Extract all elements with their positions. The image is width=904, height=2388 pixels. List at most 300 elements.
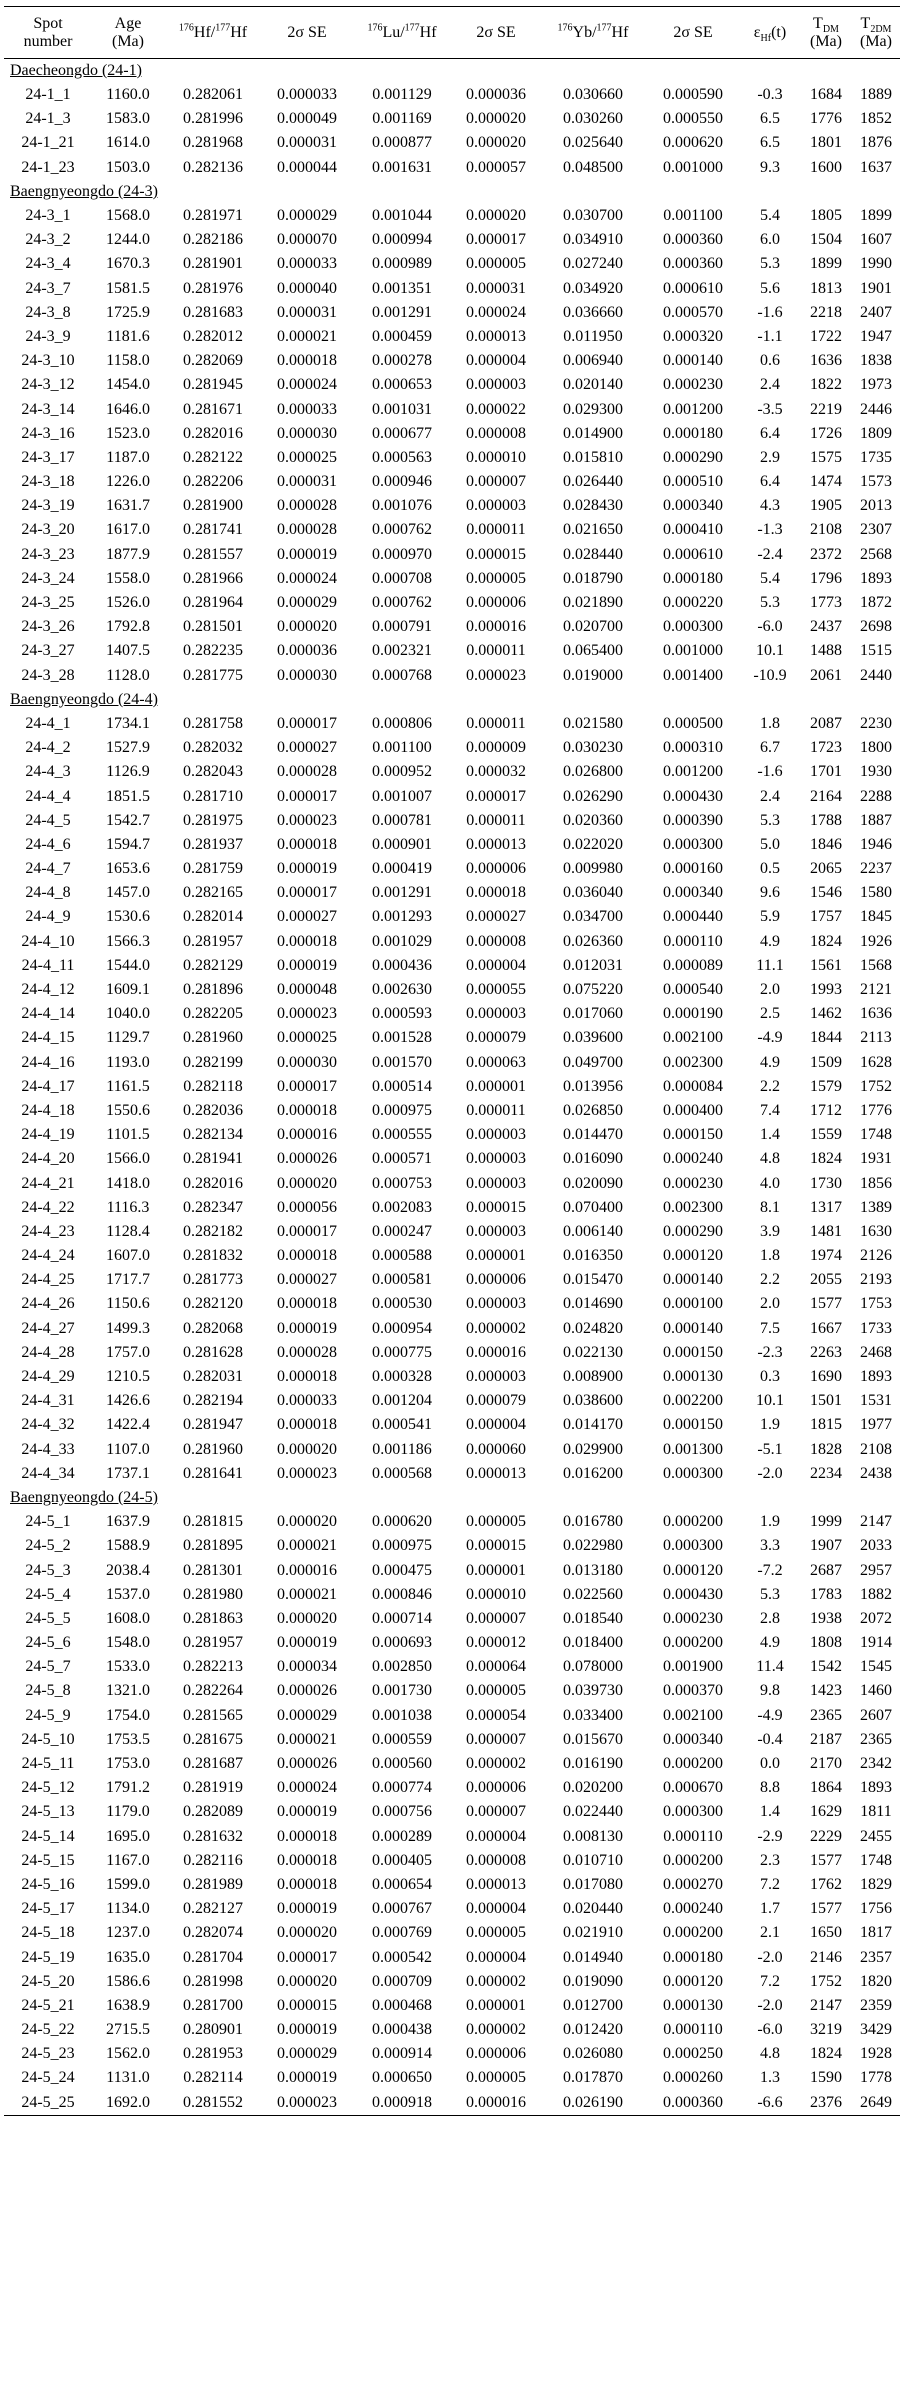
cell-yb-2se: 0.000160 <box>663 860 723 878</box>
cell-hf-ratio: 0.282264 <box>183 1682 243 1700</box>
cell-tdm: 1788 <box>810 811 842 829</box>
cell-lu-ratio: 0.001076 <box>372 497 432 515</box>
cell-hf-ratio: 0.281687 <box>183 1755 243 1773</box>
cell-lu-2se: 0.000004 <box>466 1900 526 1918</box>
cell-lu-2se: 0.000003 <box>466 1368 526 1386</box>
cell-lu-ratio: 0.000709 <box>372 1972 432 1990</box>
table-row <box>4 1220 900 1244</box>
cell-lu-ratio: 0.000901 <box>372 835 432 853</box>
cell-spot-number: 24-1_1 <box>25 86 71 104</box>
table-row <box>4 1825 900 1849</box>
cell-yb-ratio: 0.026440 <box>563 473 623 491</box>
cell-yb-2se: 0.000310 <box>663 739 723 757</box>
cell-hf-2se: 0.000017 <box>277 1222 337 1240</box>
table-row <box>4 228 900 252</box>
cell-lu-2se: 0.000008 <box>466 424 526 442</box>
cell-yb-ratio: 0.030700 <box>563 207 623 225</box>
cell-tdm: 2234 <box>810 1464 842 1482</box>
cell-lu-2se: 0.000004 <box>466 956 526 974</box>
table-row <box>4 1317 900 1341</box>
cell-age: 1725.9 <box>106 303 150 321</box>
cell-lu-ratio: 0.000877 <box>372 134 432 152</box>
cell-lu-2se: 0.000003 <box>466 1174 526 1192</box>
cell-lu-ratio: 0.001730 <box>372 1682 432 1700</box>
cell-tdm: 1726 <box>810 424 842 442</box>
cell-hf-2se: 0.000033 <box>277 1392 337 1410</box>
cell-hf-2se: 0.000033 <box>277 255 337 273</box>
cell-age: 1594.7 <box>106 835 150 853</box>
cell-t2dm: 1973 <box>860 376 892 394</box>
cell-spot-number: 24-3_2 <box>25 231 71 249</box>
cell-tdm: 1317 <box>810 1198 842 1216</box>
cell-yb-2se: 0.000150 <box>663 1126 723 1144</box>
cell-ehf: 4.9 <box>760 1634 780 1652</box>
cell-yb-ratio: 0.070400 <box>563 1198 623 1216</box>
table-row <box>4 2042 900 2066</box>
table-row <box>4 1800 900 1824</box>
cell-hf-ratio: 0.281971 <box>183 207 243 225</box>
cell-lu-ratio: 0.000438 <box>372 2021 432 2039</box>
cell-lu-2se: 0.000016 <box>466 618 526 636</box>
cell-age: 1614.0 <box>106 134 150 152</box>
cell-yb-2se: 0.000230 <box>663 376 723 394</box>
cell-lu-ratio: 0.000774 <box>372 1779 432 1797</box>
cell-yb-2se: 0.000110 <box>663 1827 723 1845</box>
cell-spot-number: 24-3_18 <box>21 473 75 491</box>
table-row <box>4 1945 900 1969</box>
cell-lu-2se: 0.000009 <box>466 739 526 757</box>
cell-spot-number: 24-5_25 <box>4 2091 92 2116</box>
cell-lu-2se: 0.000012 <box>466 1634 526 1652</box>
cell-yb-ratio: 0.022980 <box>563 1537 623 1555</box>
cell-lu-2se: 0.000005 <box>466 569 526 587</box>
cell-hf-ratio: 0.282129 <box>183 956 243 974</box>
cell-tdm: 1577 <box>810 1295 842 1313</box>
table-row <box>4 277 900 301</box>
cell-age: 1637.9 <box>106 1513 150 1531</box>
cell-hf-2se: 0.000031 <box>277 134 337 152</box>
cell-yb-2se: 0.000150 <box>663 1343 723 1361</box>
cell-t2dm: 1931 <box>860 1150 892 1168</box>
cell-age: 1422.4 <box>106 1416 150 1434</box>
table-row <box>4 1679 900 1703</box>
cell-lu-ratio: 0.000581 <box>372 1271 432 1289</box>
cell-ehf: 2.0 <box>760 1295 780 1313</box>
cell-hf-ratio: 0.281895 <box>183 1537 243 1555</box>
cell-hf-2se: 0.000019 <box>277 1634 337 1652</box>
cell-ehf: -1.3 <box>757 521 783 539</box>
cell-age: 1608.0 <box>106 1609 150 1627</box>
cell-lu-ratio: 0.000975 <box>372 1101 432 1119</box>
cell-yb-2se: 0.000130 <box>663 1368 723 1386</box>
cell-lu-ratio: 0.000806 <box>372 714 432 732</box>
table-row <box>4 1631 900 1655</box>
cell-age: 1695.0 <box>106 1827 150 1845</box>
cell-age: 1244.0 <box>106 231 150 249</box>
cell-t2dm: 1990 <box>860 255 892 273</box>
cell-age: 1187.0 <box>106 448 150 466</box>
cell-t2dm: 1545 <box>860 1658 892 1676</box>
cell-yb-2se: 0.000500 <box>663 714 723 732</box>
cell-tdm: 2372 <box>810 545 842 563</box>
cell-yb-ratio: 0.029300 <box>563 400 623 418</box>
cell-yb-ratio: 0.029900 <box>563 1440 623 1458</box>
table-header <box>4 7 900 59</box>
cell-hf-2se: 0.000024 <box>277 1779 337 1797</box>
cell-yb-ratio: 0.008130 <box>563 1827 623 1845</box>
cell-yb-ratio: 0.030230 <box>563 739 623 757</box>
cell-hf-2se: 0.000019 <box>277 1803 337 1821</box>
cell-tdm: 1905 <box>810 497 842 515</box>
cell-tdm: 1636 <box>810 352 842 370</box>
cell-lu-ratio: 0.001044 <box>372 207 432 225</box>
cell-yb-2se: 0.001000 <box>663 158 723 176</box>
cell-ehf: -2.0 <box>757 1948 783 1966</box>
cell-spot-number: 24-3_17 <box>21 448 75 466</box>
cell-hf-ratio: 0.281565 <box>183 1706 243 1724</box>
cell-spot-number: 24-5_9 <box>25 1706 71 1724</box>
cell-age: 1558.0 <box>106 569 150 587</box>
cell-lu-2se: 0.000010 <box>466 448 526 466</box>
cell-tdm: 1722 <box>810 327 842 345</box>
cell-lu-ratio: 0.001204 <box>372 1392 432 1410</box>
cell-yb-2se: 0.001900 <box>663 1658 723 1676</box>
cell-hf-2se: 0.000056 <box>277 1198 337 1216</box>
cell-hf-ratio: 0.281945 <box>183 376 243 394</box>
cell-t2dm: 1882 <box>860 1585 892 1603</box>
cell-ehf: 4.0 <box>760 1174 780 1192</box>
cell-tdm: 1974 <box>810 1247 842 1265</box>
cell-yb-ratio: 0.020140 <box>563 376 623 394</box>
table-row <box>4 301 900 325</box>
header-spot-number: Spot number <box>4 7 92 59</box>
cell-yb-ratio: 0.006940 <box>563 352 623 370</box>
cell-age: 1126.9 <box>106 763 150 781</box>
cell-lu-2se: 0.000011 <box>466 811 526 829</box>
cell-hf-ratio: 0.281775 <box>183 666 243 684</box>
cell-lu-2se: 0.000005 <box>466 255 526 273</box>
cell-yb-ratio: 0.033400 <box>563 1706 623 1724</box>
cell-spot-number: 24-5_18 <box>21 1924 75 1942</box>
cell-yb-2se: 0.000140 <box>663 1271 723 1289</box>
cell-hf-ratio: 0.281675 <box>183 1730 243 1748</box>
cell-yb-ratio: 0.014690 <box>563 1295 623 1313</box>
cell-yb-ratio: 0.013956 <box>563 1077 623 1095</box>
cell-ehf: 4.8 <box>760 2045 780 2063</box>
cell-yb-2se: 0.000390 <box>663 811 723 829</box>
cell-yb-2se: 0.000180 <box>663 569 723 587</box>
cell-age: 1107.0 <box>106 1440 150 1458</box>
table-row <box>4 83 900 107</box>
table-row <box>4 1051 900 1075</box>
cell-lu-2se: 0.000006 <box>466 1779 526 1797</box>
cell-yb-2se: 0.000410 <box>663 521 723 539</box>
cell-spot-number: 24-4_1 <box>25 714 71 732</box>
cell-age: 1717.7 <box>106 1271 150 1289</box>
cell-spot-number: 24-3_19 <box>21 497 75 515</box>
cell-lu-2se: 0.000020 <box>466 207 526 225</box>
cell-lu-ratio: 0.000677 <box>372 424 432 442</box>
cell-t2dm: 3429 <box>860 2021 892 2039</box>
cell-spot-number: 24-3_7 <box>25 279 71 297</box>
cell-lu-2se: 0.000079 <box>466 1392 526 1410</box>
cell-ehf: 1.4 <box>760 1803 780 1821</box>
table-row <box>4 349 900 373</box>
cell-hf-ratio: 0.282347 <box>183 1198 243 1216</box>
cell-hf-2se: 0.000018 <box>277 1295 337 1313</box>
cell-lu-ratio: 0.000918 <box>352 2091 452 2116</box>
cell-lu-ratio: 0.000775 <box>372 1343 432 1361</box>
table-row <box>4 1994 900 2018</box>
cell-yb-ratio: 0.015810 <box>563 448 623 466</box>
cell-age: 1418.0 <box>106 1174 150 1192</box>
cell-yb-2se: 0.000340 <box>663 497 723 515</box>
cell-lu-ratio: 0.001528 <box>372 1029 432 1047</box>
cell-lu-ratio: 0.000970 <box>372 545 432 563</box>
cell-spot-number: 24-4_32 <box>21 1416 75 1434</box>
cell-age: 1792.8 <box>106 618 150 636</box>
cell-lu-2se: 0.000013 <box>466 835 526 853</box>
cell-t2dm: 2455 <box>860 1827 892 1845</box>
cell-lu-2se: 0.000060 <box>466 1440 526 1458</box>
cell-hf-ratio: 0.281957 <box>183 932 243 950</box>
table-row <box>4 1171 900 1195</box>
cell-ehf: 8.1 <box>760 1198 780 1216</box>
cell-age: 1753.0 <box>106 1755 150 1773</box>
cell-t2dm: 1829 <box>860 1875 892 1893</box>
cell-yb-ratio: 0.022020 <box>563 835 623 853</box>
cell-hf-ratio: 0.281900 <box>183 497 243 515</box>
cell-yb-2se: 0.000360 <box>646 2091 740 2116</box>
cell-tdm: 1577 <box>810 1851 842 1869</box>
cell-yb-ratio: 0.030260 <box>563 110 623 128</box>
cell-spot-number: 24-4_8 <box>25 884 71 902</box>
cell-lu-2se: 0.000003 <box>466 497 526 515</box>
cell-ehf: 4.3 <box>760 497 780 515</box>
cell-hf-2se: 0.000027 <box>277 739 337 757</box>
cell-yb-ratio: 0.008900 <box>563 1368 623 1386</box>
cell-yb-ratio: 0.075220 <box>563 981 623 999</box>
table-row <box>4 373 900 397</box>
cell-ehf: -1.6 <box>757 303 783 321</box>
cell-yb-2se: 0.000550 <box>663 110 723 128</box>
cell-spot-number: 24-5_2 <box>25 1537 71 1555</box>
cell-hf-2se: 0.000040 <box>277 279 337 297</box>
cell-lu-2se: 0.000032 <box>466 763 526 781</box>
table-row <box>4 1510 900 1534</box>
cell-age: 1568.0 <box>106 207 150 225</box>
cell-spot-number: 24-4_4 <box>25 787 71 805</box>
cell-yb-2se: 0.000290 <box>663 448 723 466</box>
cell-lu-2se: 0.000006 <box>466 2045 526 2063</box>
cell-spot-number: 24-1_21 <box>21 134 75 152</box>
cell-age: 1526.0 <box>106 594 150 612</box>
table-row <box>4 494 900 518</box>
cell-hf-ratio: 0.282043 <box>183 763 243 781</box>
cell-hf-ratio: 0.282194 <box>183 1392 243 1410</box>
cell-hf-ratio: 0.281947 <box>183 1416 243 1434</box>
cell-hf-2se: 0.000029 <box>277 207 337 225</box>
cell-t2dm: 1607 <box>860 231 892 249</box>
cell-ehf: -5.1 <box>757 1440 783 1458</box>
cell-t2dm: 2147 <box>860 1513 892 1531</box>
group-name: Baengnyeongdo (24-3) <box>10 182 158 200</box>
cell-t2dm: 2446 <box>860 400 892 418</box>
cell-age: 1193.0 <box>106 1053 150 1071</box>
cell-yb-2se: 0.000610 <box>663 545 723 563</box>
cell-lu-ratio: 0.000650 <box>372 2069 432 2087</box>
cell-lu-ratio: 0.001570 <box>372 1053 432 1071</box>
cell-age: 1040.0 <box>106 1005 150 1023</box>
cell-ehf: 2.0 <box>760 981 780 999</box>
cell-t2dm: 2113 <box>860 1029 892 1047</box>
cell-tdm: 1481 <box>810 1222 842 1240</box>
cell-hf-ratio: 0.281980 <box>183 1585 243 1603</box>
cell-yb-ratio: 0.015670 <box>563 1730 623 1748</box>
table-row <box>4 954 900 978</box>
cell-yb-ratio: 0.034920 <box>563 279 623 297</box>
cell-yb-ratio: 0.017080 <box>563 1875 623 1893</box>
cell-spot-number: 24-3_20 <box>21 521 75 539</box>
cell-yb-ratio: 0.013180 <box>563 1561 623 1579</box>
cell-age: 1586.6 <box>106 1972 150 1990</box>
cell-yb-ratio: 0.039730 <box>563 1682 623 1700</box>
cell-yb-ratio: 0.048500 <box>563 158 623 176</box>
cell-age: 1631.7 <box>106 497 150 515</box>
cell-spot-number: 24-5_5 <box>25 1609 71 1627</box>
header-tdm: $T_{DM}$ (Ma) <box>800 7 852 59</box>
cell-tdm: 2065 <box>810 860 842 878</box>
cell-tdm: 1600 <box>810 158 842 176</box>
cell-age: 1607.0 <box>106 1247 150 1265</box>
cell-lu-2se: 0.000005 <box>466 1924 526 1942</box>
cell-hf-2se: 0.000030 <box>277 424 337 442</box>
cell-spot-number: 24-1_3 <box>25 110 71 128</box>
cell-hf-ratio: 0.281960 <box>183 1440 243 1458</box>
cell-lu-2se: 0.000004 <box>466 1827 526 1845</box>
cell-age: 1537.0 <box>106 1585 150 1603</box>
cell-yb-2se: 0.000200 <box>663 1851 723 1869</box>
cell-ehf: -6.0 <box>757 618 783 636</box>
cell-hf-2se: 0.000021 <box>277 1585 337 1603</box>
cell-yb-ratio: 0.026290 <box>563 787 623 805</box>
table-row <box>4 639 900 663</box>
cell-yb-ratio: 0.021580 <box>563 714 623 732</box>
cell-tdm: 1824 <box>810 2045 842 2063</box>
cell-tdm: 1542 <box>810 1658 842 1676</box>
cell-yb-2se: 0.000400 <box>663 1101 723 1119</box>
table-row <box>4 1099 900 1123</box>
cell-yb-2se: 0.000110 <box>663 932 723 950</box>
cell-age: 1454.0 <box>106 376 150 394</box>
cell-age: 1599.0 <box>106 1875 150 1893</box>
cell-lu-ratio: 0.000914 <box>372 2045 432 2063</box>
cell-lu-2se: 0.000011 <box>466 521 526 539</box>
table-row <box>4 857 900 881</box>
cell-hf-2se: 0.000026 <box>277 1682 337 1700</box>
cell-yb-2se: 0.000120 <box>663 1247 723 1265</box>
table-row <box>4 2018 900 2042</box>
cell-hf-ratio: 0.281896 <box>183 981 243 999</box>
table-row <box>4 1849 900 1873</box>
cell-hf-ratio: 0.281557 <box>183 545 243 563</box>
cell-age: 1791.2 <box>106 1779 150 1797</box>
cell-t2dm: 2649 <box>852 2091 900 2116</box>
cell-lu-ratio: 0.000247 <box>372 1222 432 1240</box>
cell-lu-ratio: 0.000559 <box>372 1730 432 1748</box>
cell-t2dm: 2438 <box>860 1464 892 1482</box>
cell-t2dm: 2468 <box>860 1343 892 1361</box>
cell-ehf: 1.7 <box>760 1900 780 1918</box>
table-row <box>4 1607 900 1631</box>
cell-ehf: 1.9 <box>760 1513 780 1531</box>
cell-tdm: 1846 <box>810 835 842 853</box>
cell-yb-ratio: 0.018540 <box>563 1609 623 1627</box>
table-row <box>4 881 900 905</box>
cell-hf-2se: 0.000033 <box>277 86 337 104</box>
cell-spot-number: 24-3_24 <box>21 569 75 587</box>
header-lu-ratio: $^{176}$Lu/$^{177}$Hf <box>352 7 452 59</box>
cell-lu-2se: 0.000002 <box>466 1755 526 1773</box>
cell-spot-number: 24-5_23 <box>21 2045 75 2063</box>
cell-ehf: 5.3 <box>760 255 780 273</box>
cell-hf-2se: 0.000031 <box>277 473 337 491</box>
cell-spot-number: 24-4_28 <box>21 1343 75 1361</box>
cell-lu-ratio: 0.000753 <box>372 1174 432 1192</box>
cell-tdm: 1808 <box>810 1634 842 1652</box>
table-row <box>4 664 900 688</box>
cell-lu-2se: 0.000023 <box>466 666 526 684</box>
cell-lu-2se: 0.000024 <box>466 303 526 321</box>
cell-lu-2se: 0.000005 <box>466 1682 526 1700</box>
cell-age: 1128.0 <box>106 666 150 684</box>
cell-lu-ratio: 0.000954 <box>372 1319 432 1337</box>
cell-ehf: -10.9 <box>753 666 787 684</box>
cell-tdm: 1488 <box>810 642 842 660</box>
cell-age: 1101.5 <box>106 1126 150 1144</box>
cell-hf-2se: 0.000021 <box>277 1730 337 1748</box>
cell-age: 1583.0 <box>106 110 150 128</box>
cell-ehf: 1.8 <box>760 714 780 732</box>
cell-yb-ratio: 0.028440 <box>563 545 623 563</box>
cell-spot-number: 24-3_25 <box>21 594 75 612</box>
cell-yb-2se: 0.000130 <box>663 1996 723 2014</box>
group-header-row <box>4 1486 900 1510</box>
cell-lu-ratio: 0.000563 <box>372 448 432 466</box>
cell-ehf: 0.3 <box>760 1368 780 1386</box>
cell-spot-number: 24-3_27 <box>21 642 75 660</box>
cell-t2dm: 1778 <box>860 2069 892 2087</box>
cell-yb-2se: 0.000340 <box>663 1730 723 1748</box>
cell-tdm: 1501 <box>810 1392 842 1410</box>
cell-yb-ratio: 0.022130 <box>563 1343 623 1361</box>
cell-hf-ratio: 0.282074 <box>183 1924 243 1942</box>
cell-hf-ratio: 0.282012 <box>183 327 243 345</box>
cell-spot-number: 24-4_31 <box>21 1392 75 1410</box>
cell-t2dm: 1838 <box>860 352 892 370</box>
cell-yb-2se: 0.000150 <box>663 1416 723 1434</box>
cell-tdm: 2437 <box>810 618 842 636</box>
cell-yb-2se: 0.000220 <box>663 594 723 612</box>
cell-hf-2se: 0.000020 <box>277 1174 337 1192</box>
cell-tdm: 1907 <box>810 1537 842 1555</box>
cell-lu-ratio: 0.000708 <box>372 569 432 587</box>
cell-ehf: -7.2 <box>757 1561 783 1579</box>
cell-t2dm: 1568 <box>860 956 892 974</box>
cell-hf-ratio: 0.282205 <box>183 1005 243 1023</box>
cell-spot-number: 24-4_11 <box>21 956 75 974</box>
cell-lu-ratio: 0.000475 <box>372 1561 432 1579</box>
